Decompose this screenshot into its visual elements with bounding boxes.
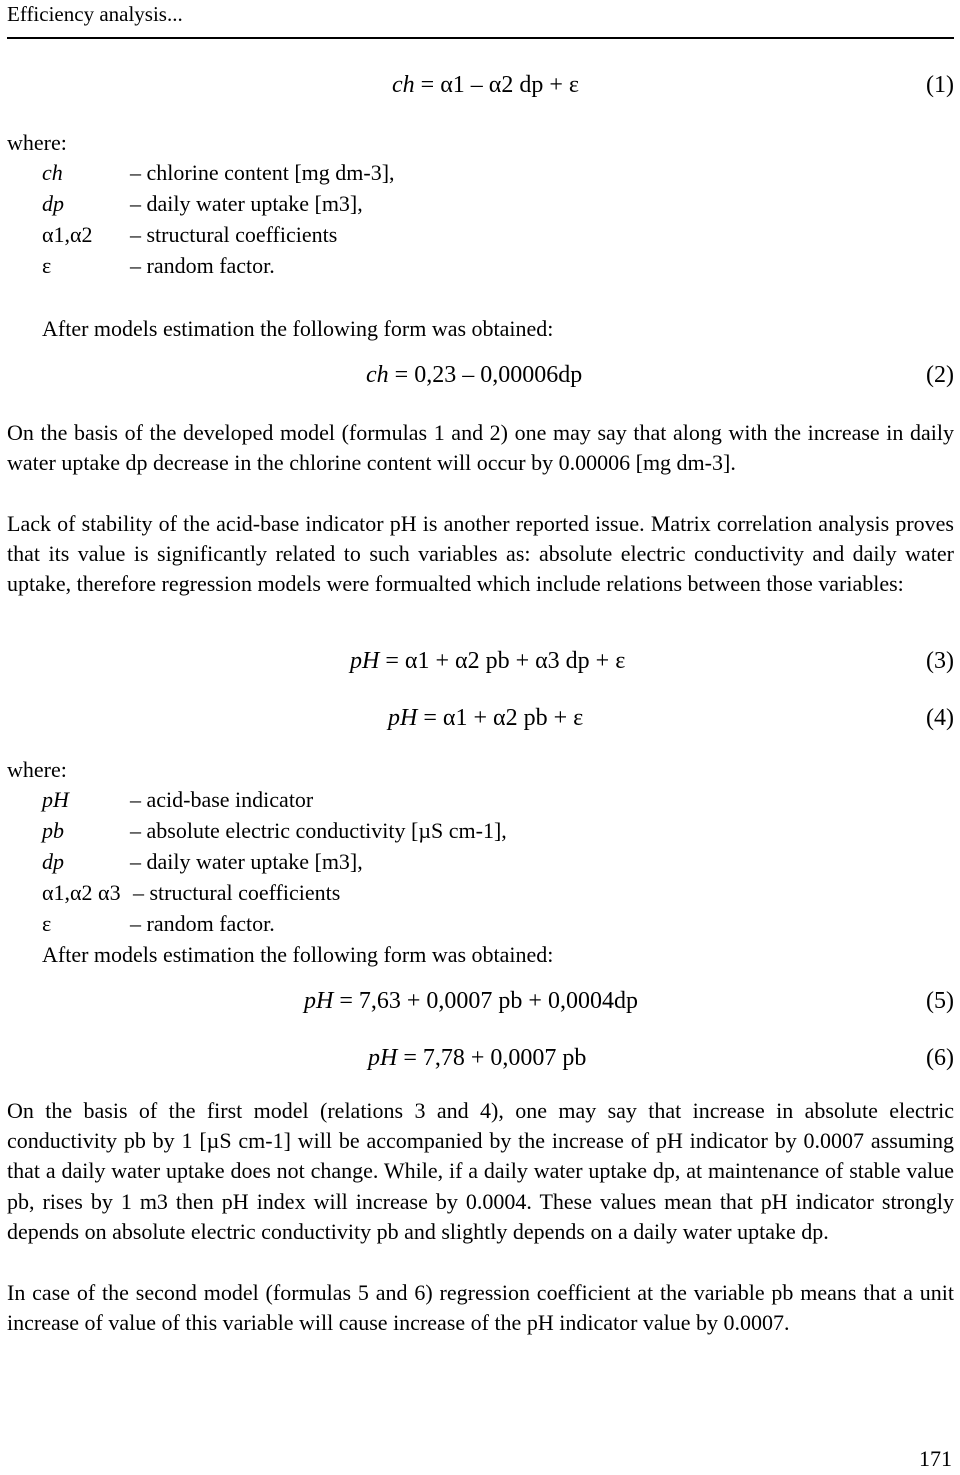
after-models-sentence-2 [7, 940, 954, 970]
definition-text: – random factor. [130, 911, 275, 936]
definition-symbol: pH [42, 787, 69, 812]
equation-1-number: (1) [926, 72, 954, 98]
equation-6-number: (6) [926, 1045, 954, 1071]
paragraph-ph-stability [7, 509, 954, 600]
definition-symbol: α1,α2 [42, 222, 93, 247]
definition-symbol: dp [42, 849, 64, 874]
definition-text: – chlorine content [mg dm-3], [130, 160, 395, 185]
text-line: After models estimation the following form was obtained: [42, 942, 554, 967]
equation-2 [0, 362, 960, 398]
definition-symbol: dp [42, 191, 64, 216]
paragraph-text: Lack of stability of the acid-base indicator pH is another reported issue. Matrix correlation analysis proves that its value is significantly related to such variables as: absolute electric conductivity and daily water uptake, therefore regression models were formualted which include relations between those variables: [7, 511, 954, 597]
equation-5-expression [304, 988, 638, 1015]
definition-text: – random factor. [130, 253, 275, 278]
equation-3-expression [350, 648, 625, 675]
equation-1-lhs: ch [392, 72, 415, 98]
definition-text: – daily water uptake [m3], [130, 191, 363, 216]
equation-4-lhs: pH [388, 705, 418, 731]
definition-text: – absolute electric conductivity [µS cm-1], [130, 818, 507, 843]
equation-6-rhs: = 7,78 + 0,0007 pb [403, 1045, 587, 1071]
definition-symbol: α1,α2 α3 [42, 880, 121, 905]
page-number: 171 [919, 1446, 952, 1471]
definition-symbol: pb [42, 818, 64, 843]
paragraph-second-model-interpretation [7, 1278, 954, 1338]
equation-3-rhs: = α1 + α2 pb + α3 dp + ε [385, 648, 626, 674]
equation-4-number: (4) [926, 705, 954, 731]
definition-text: – structural coefficients [130, 222, 338, 247]
equation-6 [0, 1045, 960, 1081]
equation-5 [0, 988, 960, 1024]
equation-6-expression [368, 1045, 586, 1072]
equation-2-rhs: = 0,23 – 0,00006dp [394, 362, 583, 388]
equation-1-expression [392, 72, 579, 99]
header-rule [7, 37, 954, 39]
paragraph-chlorine-interpretation: On the basis of the developed model (formulas 1 and 2) one may say that along with the increase in daily water uptake dp decrease in the chlorine content will occur by 0.00006 [mg dm-3]. [7, 420, 954, 476]
equation-4-expression [388, 705, 583, 732]
running-title: Efficiency analysis... [7, 2, 183, 26]
equation-3-number: (3) [926, 648, 954, 674]
paragraph-first-model-interpretation [7, 1096, 954, 1247]
definition-symbol: ch [42, 160, 63, 185]
where-label-1: where: [7, 130, 67, 155]
definition-text: – acid-base indicator [130, 787, 314, 812]
equation-4-rhs: = α1 + α2 pb + ε [423, 705, 584, 731]
definition-symbol: ε [42, 911, 52, 936]
after-models-sentence-1 [7, 314, 954, 344]
equation-2-number: (2) [926, 362, 954, 388]
equation-5-lhs: pH [304, 988, 334, 1014]
paragraph-text: On the basis of the first model (relations 3 and 4), one may say that increase in absolute electric conductivity pb by 1 [µS cm-1] will be accompanied by the increase of pH indicator by 0.0007 assuming that a daily water uptake does not change. While, if a daily water uptake dp, at maintenance of stable value pb, rises by 1 m3 then pH index will increase by 0.0004. These values mean that pH indicator strongly depends on absolute electric conductivity pb and slightly depends on a daily water uptake dp. [7, 1098, 954, 1244]
where-label-2: where: [7, 757, 67, 782]
equation-2-expression [366, 362, 582, 389]
paragraph-text: In case of the second model (formulas 5 and 6) regression coefficient at the variable pb means that a unit increase of value of this variable will cause increase of the pH indicator value by 0.0007. [7, 1280, 954, 1336]
equation-1-rhs: = α1 – α2 dp + ε [420, 72, 579, 98]
equation-5-number: (5) [926, 988, 954, 1014]
equation-5-rhs: = 7,63 + 0,0007 pb + 0,0004dp [339, 988, 638, 1014]
equation-1 [0, 72, 960, 108]
equation-2-lhs: ch [366, 362, 389, 388]
definition-text: – structural coefficients [133, 880, 341, 905]
equation-4 [0, 705, 960, 741]
equation-3 [0, 648, 960, 684]
equation-3-lhs: pH [350, 648, 380, 674]
equation-6-lhs: pH [368, 1045, 398, 1071]
definition-symbol: ε [42, 253, 52, 278]
definition-text: – daily water uptake [m3], [130, 849, 363, 874]
text-line: After models estimation the following form was obtained: [42, 316, 554, 341]
